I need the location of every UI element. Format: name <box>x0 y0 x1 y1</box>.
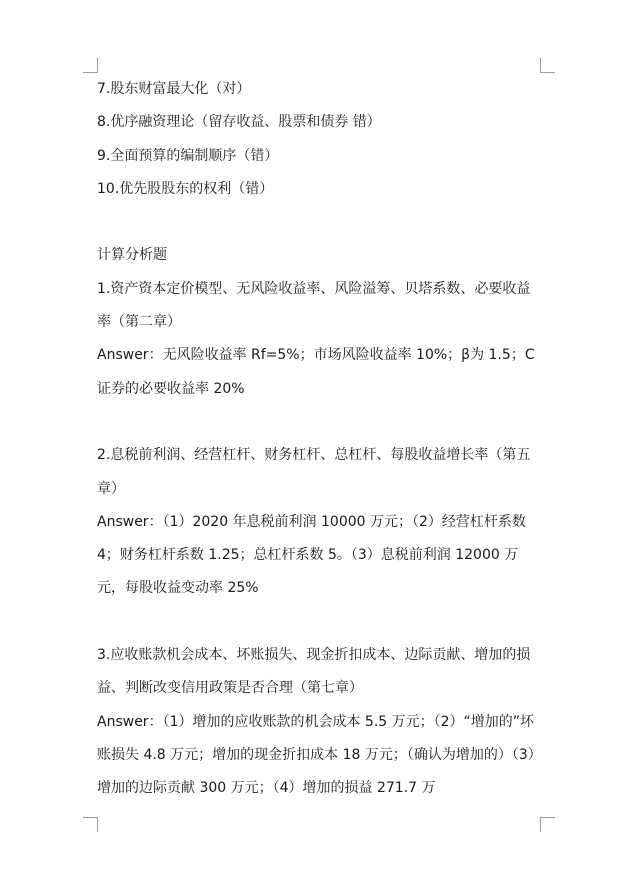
section-title: 计算分析题 <box>97 247 167 264</box>
judgment-item-9: 9.全面预算的编制顺序（错） <box>97 147 279 164</box>
blank-line <box>97 406 543 439</box>
question-3: 3.应收账款机会成本、坏账损失、现金折扣成本、边际贡献、增加的损益、判断改变信用政策是否合理（第七章） <box>97 647 531 697</box>
judgment-item-7: 7.股东财富最大化（对） <box>97 81 251 97</box>
blank-line <box>97 206 543 239</box>
judgment-item-10: 10.优先股股东的权利（错） <box>97 180 274 197</box>
judgment-item-8: 8.优序融资理论（留存收益、股票和债券 错） <box>97 114 381 131</box>
page-corner-mark-bottom-right <box>540 817 555 832</box>
blank-line <box>97 606 543 639</box>
page-corner-mark-bottom-left <box>83 817 98 832</box>
page-corner-mark-top-left <box>83 58 98 73</box>
question-1: 1.资产资本定价模型、无风险收益率、风险溢筹、贝塔系数、必要收益率（第二章） <box>97 280 531 331</box>
answer-2: Answer：（1）2020 年息税前利润 10000 万元；（2）经营杠杆系数 4；财务杠杆系数 1.25；总杠杆系数 5。（3）息税前利润 12000 万元，每股收益变动率 25% <box>97 513 526 597</box>
answer-3: Answer：（1）增加的应收账款的机会成本 5.5 万元；（2）“增加的”坏账损失 4.8 万元；增加的现金折扣成本 18 万元；（确认为增加的）（3）增加的边际贡献 300 万元；（4）增加的损益 271.7 万 <box>97 713 542 797</box>
document-body <box>97 73 543 806</box>
page-corner-mark-top-right <box>540 58 555 73</box>
answer-1: Answer：无风险收益率 Rf=5%；市场风险收益率 10%；β为 1.5；C 证券的必要收益率 20% <box>97 347 535 397</box>
question-2: 2.息税前利润、经营杠杆、财务杠杆、总杠杆、每股收益增长率（第五章） <box>97 447 531 497</box>
